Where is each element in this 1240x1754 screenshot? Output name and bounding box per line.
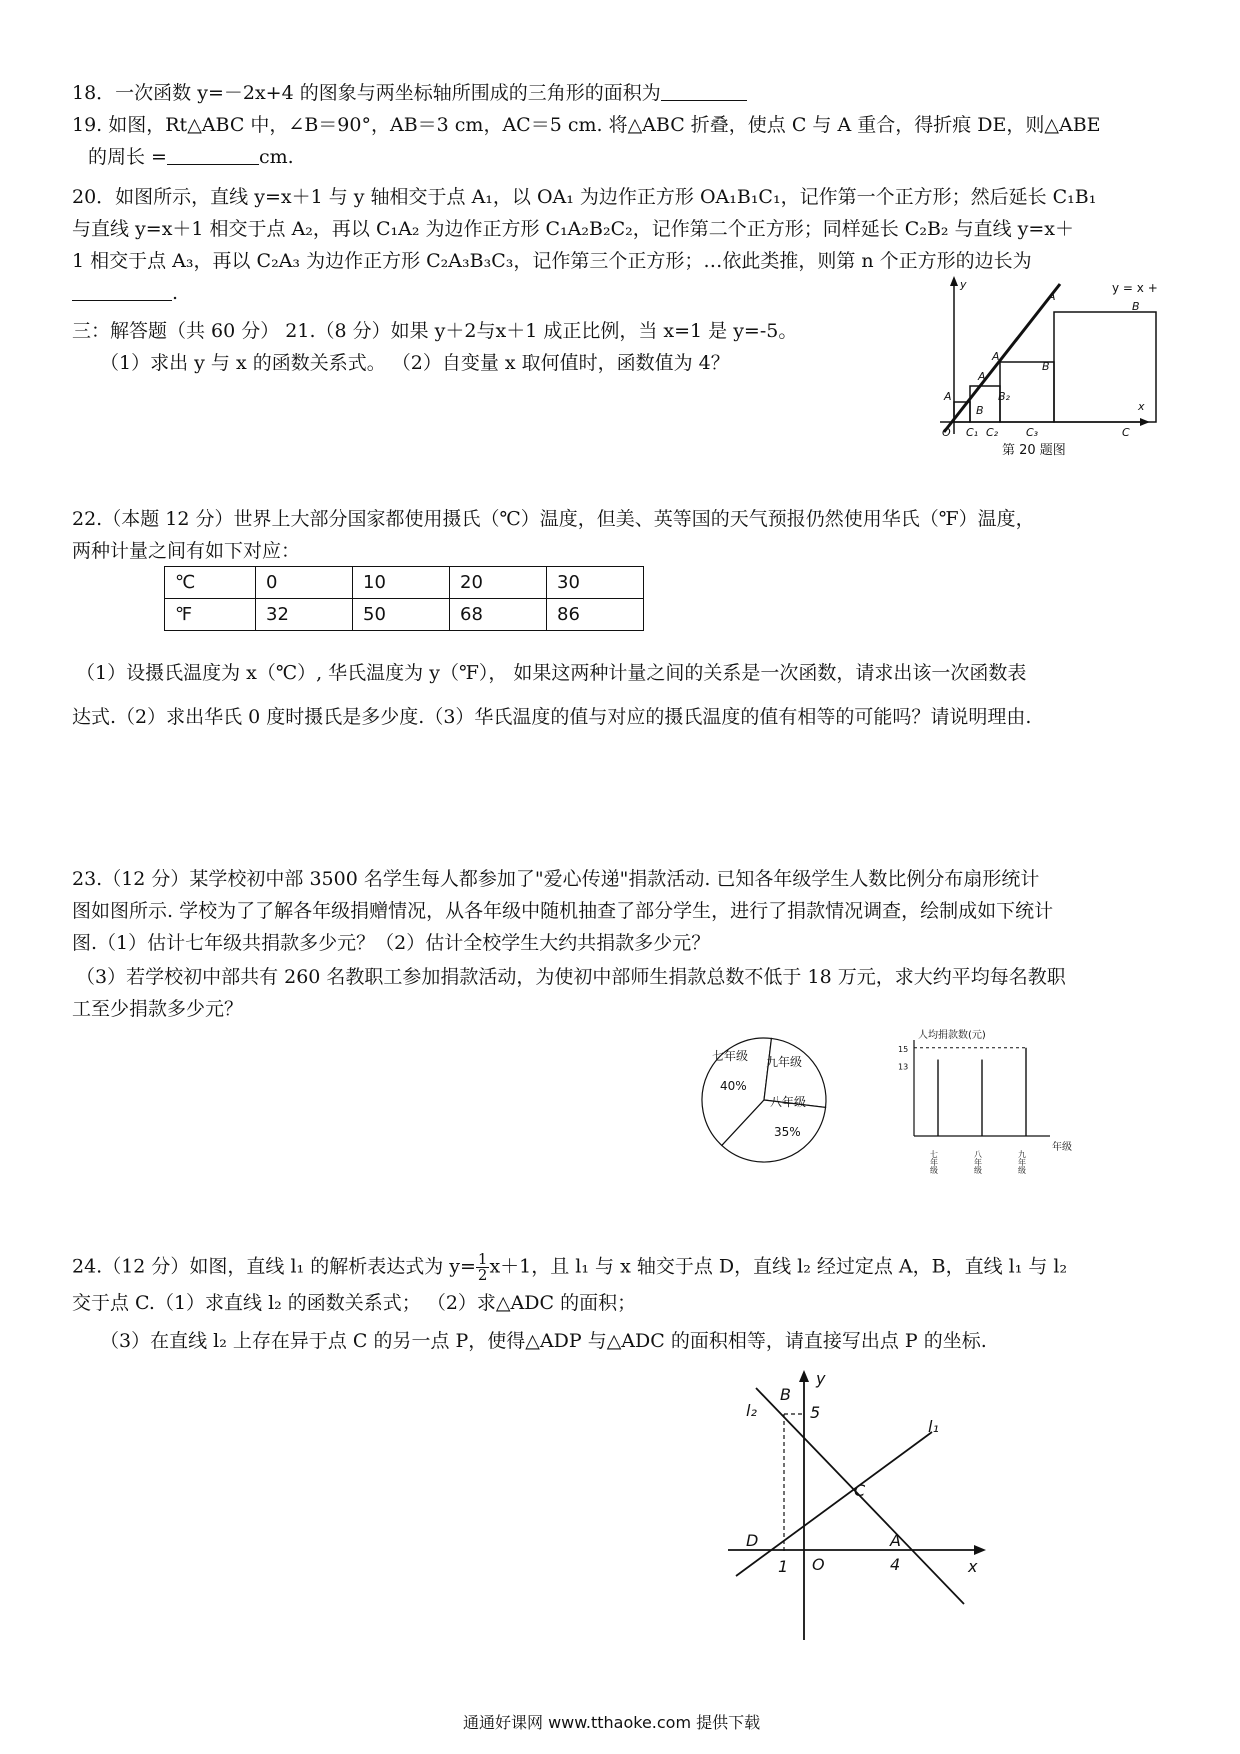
pie-label-grade9: 九年级 bbox=[766, 1055, 803, 1069]
square-1 bbox=[954, 402, 970, 422]
q23-line5: 工至少捐款多少元？ bbox=[72, 998, 244, 1020]
label-B: B bbox=[780, 1385, 791, 1404]
donation-bar-chart bbox=[890, 1026, 1080, 1186]
q22-line3: （1）设摄氏温度为 x（℃）, 华氏温度为 y（℉）， 如果这两种计量之间的关系是一次函数，请求出该一次函数表 bbox=[76, 662, 1027, 684]
q23-line4: （3）若学校初中部共有 260 名教职工参加捐款活动，为使初中部师生捐款总数不低于 18 万元，求大约平均每名教职 bbox=[76, 966, 1066, 988]
label-5: 5 bbox=[810, 1403, 821, 1422]
line-l1 bbox=[736, 1432, 932, 1576]
q22-line1: 22.（本题 12 分）世界上大部分国家都使用摄氏（℃）温度，但美、英等国的天气预报仍然使用华氏（℉）温度， bbox=[72, 508, 1035, 530]
answer-blank[interactable] bbox=[167, 144, 259, 165]
label-O: O bbox=[812, 1555, 825, 1574]
label-A3: A bbox=[992, 350, 1000, 363]
fraction bbox=[476, 1252, 490, 1283]
label-y: y bbox=[960, 278, 967, 291]
label-C: C bbox=[1122, 426, 1130, 439]
bar-ylabel: 人均捐款数(元) bbox=[918, 1030, 986, 1041]
bar-ytick-label: 13 bbox=[898, 1062, 909, 1072]
q24-line2: 交于点 C.（1）求直线 l₂ 的函数关系式； （2）求△ADC 的面积； bbox=[72, 1292, 637, 1314]
label-C2: C₂ bbox=[986, 426, 999, 439]
line-label: y = x + bbox=[1112, 281, 1158, 295]
table-cell: ℉ bbox=[165, 599, 256, 631]
bar-category-label: 七年级 bbox=[929, 1150, 939, 1174]
q19-suffix: cm. bbox=[258, 146, 294, 168]
temperature-table bbox=[164, 566, 644, 631]
y-arrow bbox=[950, 276, 958, 286]
pie-label-grade7: 七年级 bbox=[712, 1049, 749, 1063]
label-D: D bbox=[746, 1531, 759, 1550]
q24-line1 bbox=[72, 1252, 1067, 1283]
q20-line1: 20．如图所示，直线 y=x＋1 与 y 轴相交于点 A₁，以 OA₁ 为边作正方形 OA₁B₁C₁，记作第一个正方形；然后延长 C₁B₁ bbox=[72, 186, 1097, 208]
label-l2: l₂ bbox=[746, 1401, 757, 1420]
q20-line4 bbox=[72, 280, 178, 306]
label-B4: B bbox=[1132, 300, 1140, 313]
q24-prefix: 24.（12 分）如图，直线 l₁ 的解析表达式为 y= bbox=[72, 1255, 476, 1278]
table-cell: 10 bbox=[353, 567, 450, 599]
q19-line1: 19. 如图，Rt△ABC 中，∠B＝90°，AB＝3 cm，AC＝5 cm. 将△ABC 折叠，使点 C 与 A 重合，得折痕 DE，则△ABE bbox=[72, 114, 1101, 136]
figure-20 bbox=[940, 276, 1160, 462]
q18-text: 18．一次函数 y=－2x+4 的图象与两坐标轴所围成的三角形的面积为 bbox=[72, 82, 661, 104]
label-B1: B bbox=[976, 404, 984, 417]
x-arrow bbox=[1140, 418, 1150, 426]
q23-line3: 图.（1）估计七年级共捐款多少元？（2）估计全校学生大约共捐款多少元？ bbox=[72, 932, 711, 954]
line-y-x-plus-1 bbox=[944, 284, 1060, 432]
bar-category-label: 八年级 bbox=[973, 1150, 983, 1174]
fraction-numerator: 1 bbox=[477, 1250, 488, 1268]
label-A2: A bbox=[978, 370, 986, 383]
q21-line2: （1）求出 y 与 x 的函数关系式。 （2）自变量 x 取何值时，函数值为 4？ bbox=[100, 352, 730, 374]
table-cell: 50 bbox=[353, 599, 450, 631]
question-18 bbox=[72, 80, 747, 106]
label-O: O bbox=[942, 426, 951, 439]
q20-suffix: . bbox=[172, 282, 179, 304]
label-A4: A bbox=[1048, 290, 1056, 303]
table-row bbox=[165, 599, 644, 631]
q23-line1: 23.（12 分）某学校初中部 3500 名学生每人都参加了"爱心传递"捐款活动. 已知各年级学生人数比例分布扇形统计 bbox=[72, 868, 1040, 890]
pie-value-grade7: 40% bbox=[720, 1079, 747, 1093]
figure-caption: 第 20 题图 bbox=[1002, 443, 1066, 458]
answer-blank[interactable] bbox=[72, 280, 172, 301]
q24-line3: （3）在直线 l₂ 上存在异于点 C 的另一点 P，使得△ADP 与△ADC 的面积相等，请直接写出点 P 的坐标. bbox=[100, 1330, 987, 1352]
figure-24 bbox=[720, 1370, 990, 1650]
table-cell: 32 bbox=[256, 599, 353, 631]
label-x: x bbox=[968, 1557, 978, 1576]
table-cell: 0 bbox=[256, 567, 353, 599]
bar-category-label: 九年级 bbox=[1017, 1150, 1027, 1174]
q24-suffix: x＋1，且 l₁ 与 x 轴交于点 D，直线 l₂ 经过定点 A，B，直线 l₁ 与 l₂ bbox=[489, 1255, 1068, 1278]
table-cell: 86 bbox=[547, 599, 644, 631]
q21-line1: 三：解答题（共 60 分） 21.（8 分）如果 y＋2与x＋1 成正比例，当 x=1 是 y=-5。 bbox=[72, 320, 798, 342]
page-footer: 通通好课网 www.tthaoke.com 提供下载 bbox=[463, 1713, 761, 1732]
pie-label-grade8: 八年级 bbox=[770, 1095, 807, 1109]
label-C1: C₁ bbox=[966, 426, 979, 439]
fraction-denominator: 2 bbox=[477, 1266, 488, 1284]
table-cell: 68 bbox=[450, 599, 547, 631]
label-C3: C₃ bbox=[1026, 426, 1039, 439]
q22-line4: 达式.（2）求出华氏 0 度时摄氏是多少度.（3）华氏温度的值与对应的摄氏温度的值有相等的可能吗？请说明理由. bbox=[72, 706, 1032, 728]
q20-line2: 与直线 y=x＋1 相交于点 A₂，再以 C₁A₂ 为边作正方形 C₁A₂B₂C₂，记作第二个正方形；同样延长 C₂B₂ 与直线 y=x＋ bbox=[72, 218, 1074, 240]
grade-pie-chart bbox=[694, 1030, 834, 1170]
q20-line3: 1 相交于点 A₃，再以 C₂A₃ 为边作正方形 C₂A₃B₃C₃，记作第三个正方形；…依此类推，则第 n 个正方形的边长为 bbox=[72, 250, 1032, 272]
q19-prefix: 的周长 = bbox=[88, 146, 167, 168]
table-cell: ℃ bbox=[165, 567, 256, 599]
q22-line2: 两种计量之间有如下对应： bbox=[72, 540, 301, 562]
q19-line2 bbox=[88, 144, 294, 170]
q23-line2: 图如图所示. 学校为了了解各年级捐赠情况，从各年级中随机抽查了部分学生，进行了捐款情况调查，绘制成如下统计 bbox=[72, 900, 1054, 922]
pie-value-grade8: 35% bbox=[774, 1125, 801, 1139]
y-arrow bbox=[799, 1370, 809, 1382]
label-x: x bbox=[1138, 400, 1145, 413]
label-y: y bbox=[816, 1370, 826, 1388]
label-l1: l₁ bbox=[928, 1417, 939, 1436]
label-1: 1 bbox=[778, 1557, 789, 1576]
label-4: 4 bbox=[890, 1555, 901, 1574]
bar-ytick-label: 15 bbox=[898, 1044, 909, 1054]
table-cell: 20 bbox=[450, 567, 547, 599]
table-row bbox=[165, 567, 644, 599]
answer-blank[interactable] bbox=[661, 80, 747, 101]
label-A: A bbox=[890, 1531, 901, 1550]
label-B2: B₂ bbox=[998, 390, 1010, 403]
table-cell: 30 bbox=[547, 567, 644, 599]
x-arrow bbox=[974, 1545, 986, 1555]
label-A1: A bbox=[944, 390, 952, 403]
bar-xlabel: 年级 bbox=[1052, 1142, 1072, 1153]
label-B3: B bbox=[1042, 360, 1050, 373]
label-C: C bbox=[854, 1481, 866, 1500]
